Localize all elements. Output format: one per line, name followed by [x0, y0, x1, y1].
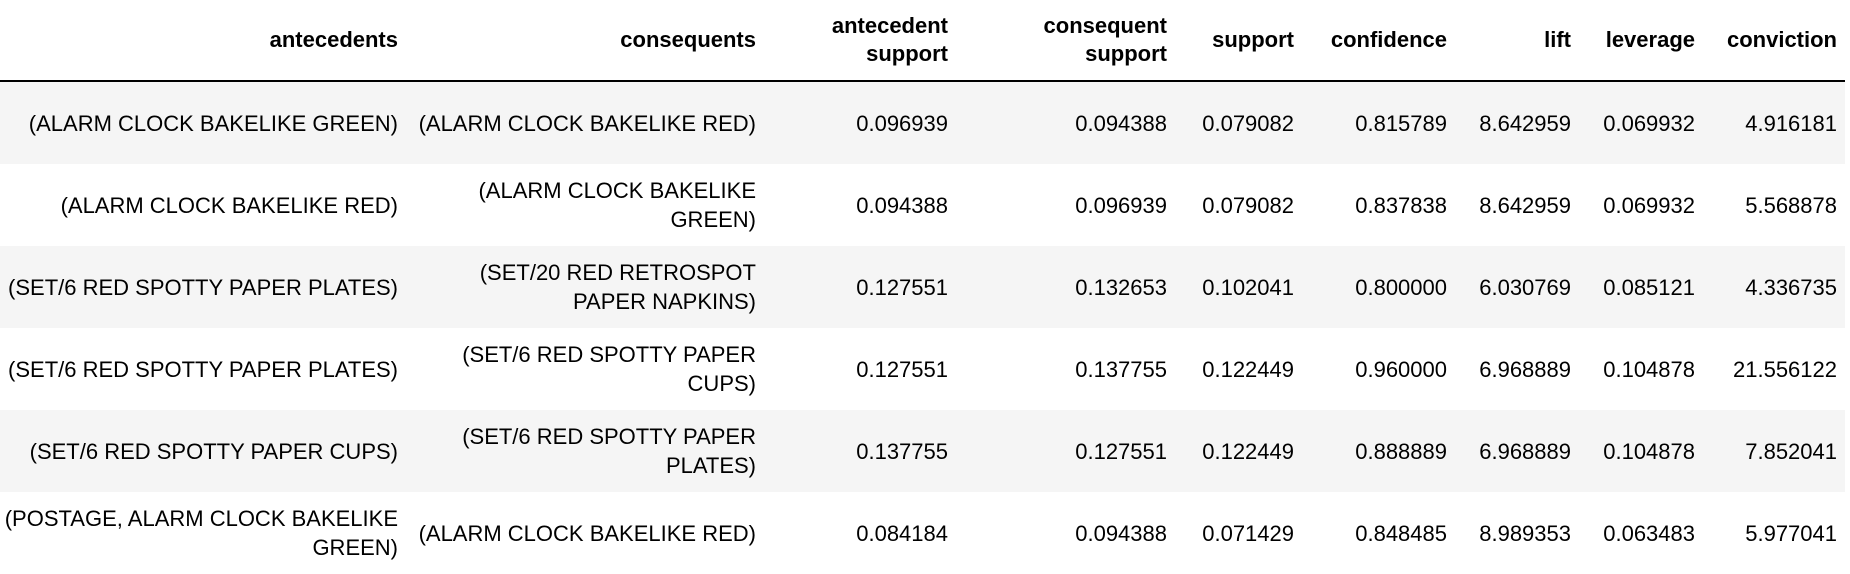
header-row [0, 0, 1845, 81]
cell-lift: 8.989353 [1455, 492, 1579, 574]
cell-confidence: 0.960000 [1302, 328, 1455, 410]
cell-confidence: 0.837838 [1302, 164, 1455, 246]
cell-antecedents: (ALARM CLOCK BAKELIKE RED) [0, 164, 406, 246]
cell-lift: 6.968889 [1455, 328, 1579, 410]
cell-antecedents: (SET/6 RED SPOTTY PAPER PLATES) [0, 328, 406, 410]
cell-conviction: 4.336735 [1703, 246, 1845, 328]
cell-support: 0.102041 [1175, 246, 1302, 328]
cell-conviction: 4.916181 [1703, 81, 1845, 164]
cell-consequent-support: 0.094388 [966, 81, 1175, 164]
cell-consequent-support: 0.094388 [966, 492, 1175, 574]
column-header-antecedents: antecedents [0, 0, 406, 81]
table-header [0, 0, 1845, 81]
cell-antecedents: (SET/6 RED SPOTTY PAPER CUPS) [0, 410, 406, 492]
cell-antecedent-support: 0.094388 [764, 164, 966, 246]
cell-consequents: (SET/6 RED SPOTTY PAPER CUPS) [406, 328, 764, 410]
table-row [0, 492, 1845, 574]
cell-consequent-support: 0.096939 [966, 164, 1175, 246]
cell-confidence: 0.888889 [1302, 410, 1455, 492]
cell-antecedent-support: 0.127551 [764, 246, 966, 328]
cell-antecedents: (ALARM CLOCK BAKELIKE GREEN) [0, 81, 406, 164]
cell-consequents: (ALARM CLOCK BAKELIKE RED) [406, 492, 764, 574]
cell-consequent-support: 0.137755 [966, 328, 1175, 410]
cell-leverage: 0.085121 [1579, 246, 1703, 328]
cell-support: 0.122449 [1175, 410, 1302, 492]
column-header-support: support [1175, 0, 1302, 81]
cell-lift: 6.030769 [1455, 246, 1579, 328]
cell-confidence: 0.815789 [1302, 81, 1455, 164]
cell-antecedents: (POSTAGE, ALARM CLOCK BAKELIKE GREEN) [0, 492, 406, 574]
cell-leverage: 0.069932 [1579, 164, 1703, 246]
cell-antecedent-support: 0.096939 [764, 81, 966, 164]
column-header-consequent-support: consequent support [966, 0, 1175, 81]
column-header-confidence: confidence [1302, 0, 1455, 81]
table-row [0, 81, 1845, 164]
cell-consequent-support: 0.127551 [966, 410, 1175, 492]
cell-antecedent-support: 0.084184 [764, 492, 966, 574]
cell-consequents: (SET/20 RED RETROSPOT PAPER NAPKINS) [406, 246, 764, 328]
column-header-leverage: leverage [1579, 0, 1703, 81]
cell-conviction: 5.568878 [1703, 164, 1845, 246]
cell-support: 0.071429 [1175, 492, 1302, 574]
table-row [0, 410, 1845, 492]
cell-support: 0.079082 [1175, 164, 1302, 246]
table-row [0, 164, 1845, 246]
cell-leverage: 0.069932 [1579, 81, 1703, 164]
cell-antecedents: (SET/6 RED SPOTTY PAPER PLATES) [0, 246, 406, 328]
cell-conviction: 5.977041 [1703, 492, 1845, 574]
cell-leverage: 0.104878 [1579, 410, 1703, 492]
column-header-lift: lift [1455, 0, 1579, 81]
cell-support: 0.079082 [1175, 81, 1302, 164]
cell-leverage: 0.104878 [1579, 328, 1703, 410]
cell-antecedent-support: 0.127551 [764, 328, 966, 410]
table-row [0, 246, 1845, 328]
cell-support: 0.122449 [1175, 328, 1302, 410]
column-header-consequents: consequents [406, 0, 764, 81]
cell-consequents: (SET/6 RED SPOTTY PAPER PLATES) [406, 410, 764, 492]
cell-leverage: 0.063483 [1579, 492, 1703, 574]
cell-antecedent-support: 0.137755 [764, 410, 966, 492]
cell-consequents: (ALARM CLOCK BAKELIKE RED) [406, 81, 764, 164]
cell-conviction: 21.556122 [1703, 328, 1845, 410]
column-header-conviction: conviction [1703, 0, 1845, 81]
table-row [0, 328, 1845, 410]
cell-conviction: 7.852041 [1703, 410, 1845, 492]
cell-lift: 8.642959 [1455, 81, 1579, 164]
cell-confidence: 0.800000 [1302, 246, 1455, 328]
cell-confidence: 0.848485 [1302, 492, 1455, 574]
cell-consequent-support: 0.132653 [966, 246, 1175, 328]
cell-lift: 6.968889 [1455, 410, 1579, 492]
column-header-antecedent-support: antecedent support [764, 0, 966, 81]
table-body [0, 81, 1845, 574]
cell-lift: 8.642959 [1455, 164, 1579, 246]
cell-consequents: (ALARM CLOCK BAKELIKE GREEN) [406, 164, 764, 246]
